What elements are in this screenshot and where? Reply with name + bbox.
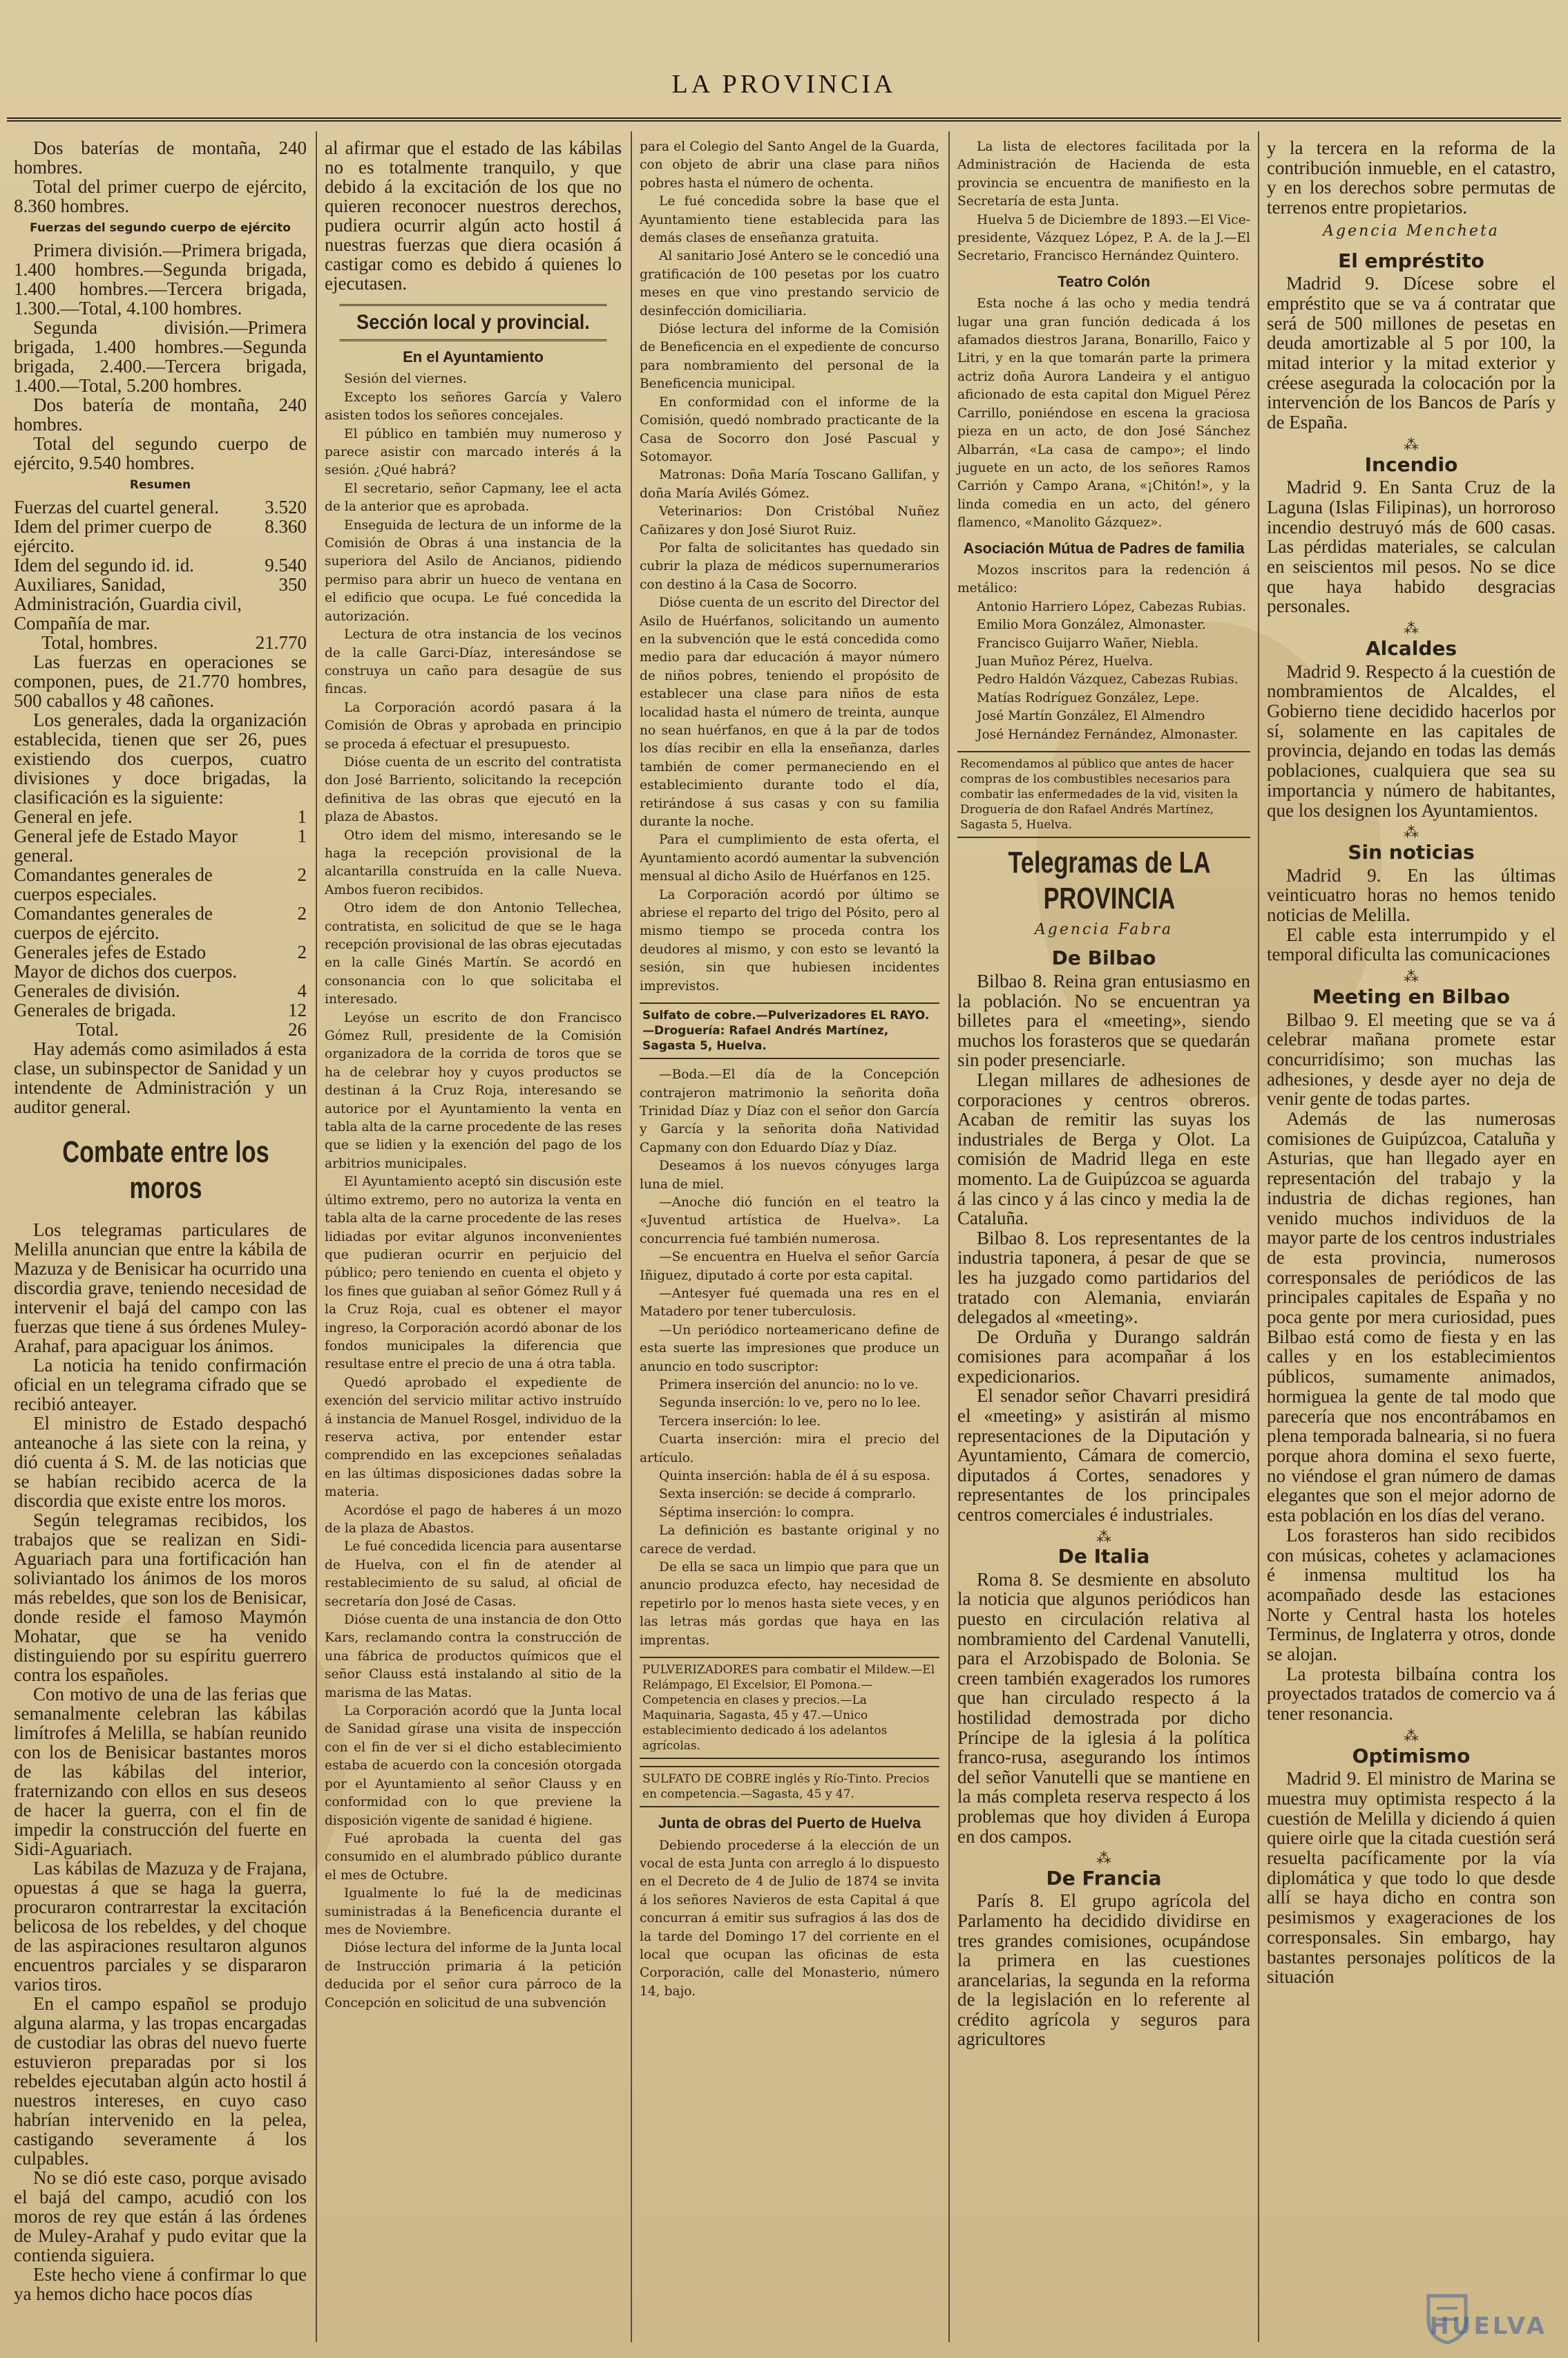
paragraph: Dióse cuenta de un escrito del Director del Asilo de Huérfanos, solicitando un aumento en la subvención que le está concedida como medio para dar educación á mayor número de niños pobres, teniendo el propósito de establecer una clase para niños de esta localidad hasta el número de treinta, aunque no sean huérfanos, en que á la par de todos los días recibir en ella la enseñanza, darles también de comer permaneciendo en el establecimiento durante todo el día, retirándose á sus casas y con su familia durante la noche. xyxy=(640,596,939,830)
paragraph: Igualmente lo fué la de medicinas suministradas á la Beneficencia durante el mes de Noviembre. xyxy=(325,1886,622,1937)
paragraph: Bilbao 8. Los representantes de la industria taponera, á pesar de que se les ha juzgado como partidarios del tratado con Alemania, enviarán delegados al «meeting». xyxy=(957,1227,1250,1328)
paragraph: para el Colegio del Santo Angel de la Guarda, con objeto de abrir una clase para niños pobres hasta el número de ochenta. xyxy=(640,140,939,191)
news-heading: Sin noticias xyxy=(1348,840,1475,864)
newspaper-title: LA PROVINCIA xyxy=(671,70,897,99)
generals-row: Generales de brigada. 12 xyxy=(14,1000,307,1020)
paragraph: Bilbao 8. Reina gran entusiasmo en la población. No se encuentran ya billetes para el «meeting», siendo muchos los forasteros que se quedarán sin poder presenciarle. xyxy=(957,971,1250,1071)
paragraph: Quinta inserción: habla de él á su esposa. xyxy=(659,1469,930,1484)
paragraph: Deseamos á los nuevos cónyuges larga luna de miel. xyxy=(640,1159,939,1192)
paragraph: —Anoche dió función en el teatro la «Juventud artística de Huelva». La concurrencia fué también numerosa. xyxy=(640,1195,939,1246)
paragraph: —Se encuentra en Huelva el señor García Iñiguez, diputado á corte por esta capital. xyxy=(640,1250,939,1283)
masthead xyxy=(0,0,1568,124)
column-5 xyxy=(1261,138,1561,2335)
paragraph: La protesta bilbaína contra los proyectados tratados de comercio va á tener resonancia. xyxy=(1267,1663,1556,1724)
paragraph: La Corporación acordó por último se abriese el reparto del trigo del Pósito, pero al mismo tiempo se proceda contra los deudores al mismo, y con esto se levantó la sesión, sin que hubiesen incidentes imprevistos. xyxy=(640,887,939,993)
advertisement: PULVERIZADORES para combatir el Mildew.—El Relámpago, El Excelsior, El Pomona.—Competencia en clases y precios.—La Maquinaria, Sagasta, 45 y 47.—Unico establecimiento dedicado á los adelantos agrícolas. xyxy=(640,1657,939,1759)
paragraph: La lista de electores facilitada por la Administración de Hacienda de esta provincia se encuentra de manifiesto en la Secretaría de esta Junta. xyxy=(957,140,1250,209)
news-heading: Meeting en Bilbao xyxy=(1312,985,1510,1008)
paragraph: Total del segundo cuerpo de ejército, 9.540 hombres. xyxy=(14,433,307,473)
paragraph: Segunda división.—Primera brigada, 1.400 hombres.—Segunda brigada, 2.400.—Tercera brigada, 1.400.—Total, 5.200 hombres. xyxy=(14,317,307,396)
paragraph: Dos batería de montaña, 240 hombres. xyxy=(14,394,307,435)
article-headline: Combate entre los moros xyxy=(62,1135,269,1205)
paragraph: Veterinarios: Don Cristóbal Nuñez Cañizares y don José Siurot Ruiz. xyxy=(640,504,939,538)
paragraph: José Martín González, El Almendro xyxy=(977,709,1205,724)
paragraph: Matías Rodríguez González, Lepe. xyxy=(977,690,1200,705)
paragraph: El cable esta interrumpido y el temporal dificulta las comunicaciones xyxy=(1267,924,1556,965)
telegrams-heading: Telegramas de LA PROVINCIA xyxy=(1008,846,1211,915)
advertisement: SULFATO DE COBRE inglés y Río-Tinto. Precios en competencia.—Sagasta, 45 y 47. xyxy=(640,1766,939,1807)
summary-row: Idem del segundo id. id. 9.540 xyxy=(14,555,307,576)
paragraph: En el campo español se produjo alguna alarma, y las tropas encargadas de custodiar las obras del nuevo fuerte estuvieron preparadas por si los rebeldes ejecutaban algún acto hostil á nuestros intereses, en cuyo caso habrían intervenido en la pelea, castigando severamente á los culpables. xyxy=(14,1993,307,2169)
advertisement: Recomendamos al público que antes de hacer compras de los combustibles necesarios para combatir las enfermedades de la vid, visiten la Droguería de don Rafael Andrés Martínez, Sagasta 5, Huelva. xyxy=(957,751,1250,838)
agency-heading: Agencia Fabra xyxy=(1034,921,1174,938)
paragraph: No se dió este caso, porque avisado el bajá del campo, acudió con los moros de rey que están á las órdenes de Muley-Arahaf y pudo evitar que la contienda siguiera. xyxy=(14,2167,307,2265)
paragraph: al afirmar que el estado de las kábilas no es totalmente tranquilo, y que debido á la excitación de los que no quieren reconocer nuestros derechos, pudiera ocurrir algún acto hostil á nuestras fuerzas que diera ocasión á castigar como es debido á quienes lo ejecutasen. xyxy=(325,138,622,294)
paragraph: Madrid 9. El ministro de Marina se muestra muy optimista respecto á la cuestión de Melilla y diciendo á quien quiere oirle que la citada cuestión será resuelta pacíficamente por la vía diplomática y que todo lo que desde allí se haya dicho en contra son pesimismos y exageraciones de los corresponsales. Sin embargo, hay bastantes personajes políticos de la situación xyxy=(1267,1768,1556,1988)
paragraph: Le fué concedida sobre la base que el Ayuntamiento tiene establecida para las demás clases de enseñanza gratuita. xyxy=(640,194,939,246)
paragraph: Madrid 9. Respecto á la cuestión de nombramientos de Alcaldes, el Gobierno tiene decidido hacerlos por sí, solamente en las capitales de provincia, dejando en todas las demás poblaciones, cualquiera que sea su importancia y número de habitantes, que los designen los Ayuntamientos. xyxy=(1267,660,1556,821)
column-rule xyxy=(948,131,950,2342)
paragraph: José Hernández Fernández, Almonaster. xyxy=(977,727,1239,742)
paragraph: Cuarta inserción: mira el precio del artículo. xyxy=(640,1432,939,1465)
paragraph: Le fué concedida licencia para ausentarse de Huelva, con el fin de atender al restablecimiento de su salud, al oficial de secretaría don José de Casas. xyxy=(325,1539,622,1609)
paragraph: Además de las numerosas comisiones de Guipúzcoa, Cataluña y Asturias, que han llegado ayer en representación del trabajo y la industria de dichas regiones, han venido muchos individuos de la mayor parte de los centros industriales de esta provincia, numerosos corresponsales de periódicos de las principales capitales de España y no poca gente por mera curiosidad, pues Bilbao está como de fiesta y en las calles y en los establecimientos públicos, sumamente animados, hormiguea la gente de tal modo que parecería que nos encontrábamos en plena temporada balnearia, si no fuera porque ahora domina el sexo fuerte, no viéndose el gran número de damas elegantes que son el mejor adorno de esta población en los días del verano. xyxy=(1267,1108,1556,1526)
paragraph: Madrid 9. Dícese sobre el empréstito que se va á contratar que será de 500 millones de pesetas en deuda amortizable al 5 por 100, la mitad interior y la mitad exterior y créese asegurada la colocación por la intervención de los Bancos de París y de España. xyxy=(1267,273,1556,433)
paragraph: La Corporación acordó pasara á la Comisión de Obras y aprobada en principio se proceda á efectuar el presupuesto. xyxy=(325,700,622,752)
news-heading: El empréstito xyxy=(1338,249,1484,272)
paragraph: Según telegramas recibidos, los trabajos que se realizan en Sidi-Aguariach para una fortificación han soliviantado los ánimos de los moros más rebeldes, que son los de Benisicar, donde reside el famoso Maymón Mohatar, que se ha venido distinguiendo por su espíritu guerrero contra los españoles. xyxy=(14,1510,307,1685)
generals-row: Generales de división. 4 xyxy=(14,980,307,1001)
paragraph: Con motivo de una de las ferias que semanalmente celebran las kábilas limítrofes á Melilla, se habían reunido con los de Benisicar bastantes moros de las kábilas del interior, fraternizando con ellos en sus deseos de hacer la guerra, con el fin de impedir la construcción del fuerte en Sidi-Aguariach. xyxy=(14,1684,307,1859)
summary-row: Idem del primer cuerpo de ejército. 8.360 xyxy=(14,516,307,556)
section-subhead: Resumen xyxy=(129,478,191,492)
masthead-rule xyxy=(7,117,1561,122)
generals-row: Comandantes generales de cuerpos de ejército. 2 xyxy=(14,903,307,943)
paragraph: Madrid 9. En las últimas veinticuatro horas no hemos tenido noticias de Melilla. xyxy=(1267,864,1556,926)
column-2 xyxy=(319,138,627,2335)
paragraph: Sexta inserción: se decide á comprarlo. xyxy=(659,1487,917,1502)
paragraph: Por falta de solicitantes has quedado sin cubrir la plaza de médicos supernumerarios con destino á la Casa de Socorro. xyxy=(640,540,939,592)
paragraph: El ministro de Estado despachó anteanoche á las siete con la reina, y dió cuenta á S. M. de las noticias que se habían recibido acerca de la discordia que existe entre los moros. xyxy=(14,1413,307,1511)
news-heading: Optimismo xyxy=(1352,1744,1471,1767)
asterism: ⁂ xyxy=(1404,1727,1419,1744)
news-heading: Alcaldes xyxy=(1365,636,1457,660)
generals-total-row: Total. 26 xyxy=(76,1019,307,1040)
paragraph: Total del primer cuerpo de ejército, 8.360 hombres. xyxy=(14,176,307,216)
archive-stamp xyxy=(1423,2289,1547,2344)
paragraph: —Un periódico norteamericano define de esta suerte las impresiones que produce un anuncio en todo suscriptor: xyxy=(640,1322,939,1374)
paragraph: Lectura de otra instancia de los vecinos de la calle Garci-Díaz, interesándose se construya un caño para desagüe de sus fincas. xyxy=(325,627,622,697)
column-3 xyxy=(634,138,945,2335)
generals-row: General en jefe. 1 xyxy=(14,806,307,827)
paragraph: Mozos inscritos para la redención á metálico: xyxy=(957,562,1250,596)
subheading: En el Ayuntamiento xyxy=(403,348,544,365)
paragraph: Francisco Guijarro Wañer, Niebla. xyxy=(977,636,1199,651)
paragraph: Llegan millares de adhesiones de corporaciones y centros obreros. Acaban de remitir las suyas los industriales de Berga y Olot. La comisión de Madrid llega en este momento. La de Guipúzcoa se aguarda á las cinco y á las cinco y media la de Cataluña. xyxy=(957,1069,1250,1229)
generals-row: Generales jefes de Estado Mayor de dichos dos cuerpos. 2 xyxy=(14,942,307,982)
paragraph: —Antesyer fué quemada una res en el Matadero por tener tuberculosis. xyxy=(640,1286,939,1320)
section-subhead: Fuerzas del segundo cuerpo de ejército xyxy=(30,221,291,235)
asterism: ⁂ xyxy=(1404,435,1419,453)
paragraph: Tercera inserción: lo lee. xyxy=(659,1414,821,1429)
summary-row: Auxiliares, Sanidad, Administración, Guardia civil, Compañía de mar. 350 xyxy=(14,574,307,634)
agency-heading: Agencia Mencheta xyxy=(1323,222,1500,240)
news-heading: De Italia xyxy=(1058,1545,1150,1568)
asterism: ⁂ xyxy=(1404,968,1419,986)
paragraph: Las kábilas de Mazuza y de Frajana, opuestas á que se haga la guerra, procuraron contrarrestar la excitación belicosa de los rebeldes, y del choque de las aspiraciones resultaron algunos encuentros parciales y se dispararon varios tiros. xyxy=(14,1858,307,1995)
column-4 xyxy=(952,138,1256,2335)
paragraph: Emilio Mora González, Almonaster. xyxy=(977,618,1206,633)
paragraph: y la tercera en la reforma de la contribución inmueble, en el catastro, y en los derechos sobre permutas de terrenos entre propietarios. xyxy=(1267,138,1556,218)
summary-row: Fuerzas del cuartel general. 3.520 xyxy=(14,497,307,517)
news-heading: De Bilbao xyxy=(1051,947,1156,970)
paragraph: Al sanitario José Antero se le concedió una gratificación de 100 pesetas por los cuatro meses en que vino prestando servicio de desinfección domiciliaria. xyxy=(640,249,939,318)
paragraph: La Corporación acordó que la Junta local de Sanidad gírase una visita de inspección con el fin de ver si el dicho establecimiento estaba de acuerdo con la concesión otorgada por el Ayuntamiento al señor Clauss y en conformidad con lo que previene la disposición vigente de sanidad é higiene. xyxy=(325,1704,622,1828)
paragraph: Sesión del viernes. xyxy=(344,372,467,387)
paragraph: Dióse cuenta de un escrito del contratista don José Barriento, solicitando la recepción definitiva de las obras que ejecutó en la plaza de Abastos. xyxy=(325,754,622,825)
column-rule xyxy=(316,131,317,2342)
paragraph: Bilbao 9. El meeting que se va á celebrar mañana promete estar concurridísimo; son muchas las adhesiones, y desde ayer no deja de venir gente de todas partes. xyxy=(1267,1009,1556,1110)
paragraph: Antonio Harriero López, Cabezas Rubias. xyxy=(977,599,1247,614)
subheading: Asociación Mútua de Padres de familia xyxy=(963,539,1245,557)
paragraph: Dióse lectura del informe de la Comisión de Beneficencia en el expediente de concurso para nombramiento del personal de la Beneficencia municipal. xyxy=(640,322,939,392)
column-rule xyxy=(1258,131,1259,2342)
asterism: ⁂ xyxy=(1404,620,1419,638)
paragraph: Las fuerzas en operaciones se componen, pues, de 21.770 hombres, 500 caballos y 48 cañones. xyxy=(14,652,307,711)
paragraph: Este hecho viene á confirmar lo que ya hemos dicho hace pocos días xyxy=(14,2264,307,2304)
paragraph: —Boda.—El día de la Concepción contrajeron matrimonio la señorita doña Trinidad Díaz y Díaz con el señor don García y García y la señorita doña Natividad Capmany con don Eduardo Díaz y Díaz. xyxy=(640,1067,939,1155)
paragraph: La noticia ha tenido confirmación oficial en un telegrama cifrado que se recibió anteayer. xyxy=(14,1355,307,1414)
generals-row: Comandantes generales de cuerpos especiales. 2 xyxy=(14,864,307,904)
paragraph: Segunda inserción: lo ve, pero no lo lee. xyxy=(659,1396,921,1411)
column-rule xyxy=(631,131,632,2342)
paragraph: El público en también muy numeroso y parece asistir con marcado interés á la sesión. ¿Qué habrá? xyxy=(325,426,622,478)
paragraph: Otro idem de don Antonio Tellechea, contratista, en solicitud de que se le haga recepción provisional de las obras ejecutadas en la calle Ginés Martín. Se acordó en consonancia con lo que solicitaba el interesado. xyxy=(325,901,622,1007)
paragraph: Quedó aprobado el expediente de exención del servicio militar activo instruído á instancia de Manuel Rosgel, individuo de la reserva activa, por entender estar comprendido en las excepciones señaladas en las últimas disposiciones dadas sobre la materia. xyxy=(325,1375,622,1500)
asterism: ⁂ xyxy=(1096,1528,1111,1546)
paragraph: Otro idem del mismo, interesando se le haga la recepción provisional de la alcantarilla construída en la calle Nueva. Ambos fueron recibidos. xyxy=(325,828,622,897)
generals-row: General jefe de Estado Mayor general. 1 xyxy=(14,826,307,866)
paragraph: Juan Muñoz Pérez, Huelva. xyxy=(977,654,1154,669)
paragraph: Excepto los señores García y Valero asisten todos los señores concejales. xyxy=(325,390,622,424)
paragraph: Acordóse el pago de haberes á un mozo de la plaza de Abastos. xyxy=(325,1503,622,1536)
paragraph: Hay además como asimilados á esta clase, un subinspector de Sanidad y un intendente de Administración y un auditor general. xyxy=(14,1038,307,1117)
paragraph: Huelva 5 de Diciembre de 1893.—El Vice-presidente, Vázquez López, P. A. de la J.—El Secretario, Francisco Hernández Quintero. xyxy=(957,212,1250,264)
paragraph: Primera división.—Primera brigada, 1.400 hombres.—Segunda brigada, 1.400 hombres.—Tercera brigada, 1.300.—Total, 4.100 hombres. xyxy=(14,240,307,318)
paragraph: Pedro Haldón Vázquez, Cabezas Rubias. xyxy=(977,672,1239,687)
paragraph: Dos baterías de montaña, 240 hombres. xyxy=(14,138,307,178)
paragraph: Fué aprobada la cuenta del gas consumido en el alumbrado público durante el mes de Octubre. xyxy=(325,1831,622,1883)
paragraph: El secretario, señor Capmany, lee el acta de la anterior que es aprobada. xyxy=(325,481,622,515)
asterism: ⁂ xyxy=(1096,1850,1111,1867)
paragraph: De ella se saca un limpio que para que un anuncio produzca efecto, hay necesidad de repetirlo por lo menos hasta siete veces, y en las letras más gordas que haya en las imprentas. xyxy=(640,1560,939,1648)
paragraph: Enseguida de lectura de un informe de la Comisión de Obras á una instancia de la superiora del Asilo de Ancianos, pidiendo permiso para abrir un hueco de ventana en el edificio que ocupa. Le fué concedida la autorización. xyxy=(325,517,622,624)
paragraph: Dióse lectura del informe de la Junta local de Instrucción primaria á la petición deducida por el señor cura párroco de la Concepción en solicitud de una subvención xyxy=(325,1941,622,2010)
news-heading: De Francia xyxy=(1046,1866,1162,1890)
paragraph: El senador señor Chavarri presidirá el «meeting» y asistirán al mismo representaciones de la Diputación y Ayuntamiento, Cámara de comercio, diputados á Cortes, senadores y representantes de los principales centros comerciales é industriales. xyxy=(957,1385,1250,1525)
paragraph: Los generales, dada la organización establecida, tienen que ser 26, pues existiendo dos cuerpos, cuatro divisiones y doce brigadas, la clasificación es la siguiente: xyxy=(14,710,307,808)
paragraph: Los telegramas particulares de Melilla anuncian que entre la kábila de Mazuza y de Benisicar ha ocurrido una discordia grave, teniendo necesidad de intervenir el bajá del campo con las fuerzas que tiene á sus órdenes Muley-Arahaf, para apaciguar los ánimos. xyxy=(14,1219,307,1356)
subheading: Junta de obras del Puerto de Huelva xyxy=(658,1814,921,1832)
telegram-body xyxy=(957,949,1250,2049)
asterism: ⁂ xyxy=(1404,824,1419,842)
subheading: Teatro Colón xyxy=(1057,272,1151,290)
paragraph: París 8. El grupo agrícola del Parlamento ha decidido dividirse en tres grandes comisiones, ocupándose la primera en las cuestiones arancelarias, la segunda en la reforma de la legislación en lo referente al crédito agrícola y seguros para agricultores xyxy=(957,1890,1250,2050)
news-heading: Incendio xyxy=(1364,453,1458,476)
paragraph: El Ayuntamiento aceptó sin discusión este último extremo, pero no autoriza la venta en tabla alta de la carne procedente de las reses lidiadas por evitar algunos inconvenientes que pudieran ocurrir en perjuicio del público; pero teniendo en cuenta el objeto y los fines que guiaban al señor Gómez Rull y á la Cruz Roja, cual es obtener el mayor ingreso, la Corporación acordó abonar de los fondos municipales la diferencia que resultase entre el precio de una á otra tabla. xyxy=(325,1175,622,1372)
paragraph: Dióse cuenta de una instancia de don Otto Kars, reclamando contra la construcción de una fábrica de productos químicos que el señor Clauss está instalando al sitio de la marisma de las Matas. xyxy=(325,1613,622,1700)
paragraph: Séptima inserción: lo compra. xyxy=(659,1505,854,1520)
paragraph: Los forasteros han sido recibidos con músicas, cohetes y aclamaciones é inmensa multitud los ha acompañado desde las estaciones Norte y Central hasta los hoteles Terminus, de Inglaterra y otros, donde se alojan. xyxy=(1267,1524,1556,1665)
paragraph: Roma 8. Se desmiente en absoluto la noticia que algunos periódicos han puesto en circulación relativa al nombramiento del Cardenal Vanutelli, para el Arzobispado de Bolonia. Se creen también exagerados los rumores que han circulado respecto á la hostilidad demostrada por dicho Príncipe de la iglesia á la política franco-rusa, asegurando los íntimos del señor Vanutelli que se mantiene en la más completa reserva respecto á los problemas que hoy dividen á Europa en dos campos. xyxy=(957,1568,1250,1847)
paragraph: En conformidad con el informe de la Comisión, quedó nombrado practicante de la Casa de Socorro don José Pascual y Sotomayor. xyxy=(640,394,939,464)
column-1 xyxy=(8,138,312,2335)
section-heading: Sección local y provincial. xyxy=(340,304,607,341)
summary-total-row: Total, hombres. 21.770 xyxy=(41,632,307,653)
paragraph: Matronas: Doña María Toscano Gallifan, y doña María Avilés Gómez. xyxy=(640,468,939,501)
paragraph: Esta noche á las ocho y media tendrá lugar una gran función dedicada á los afamados diestros Jarana, Bonarillo, Faico y Litri, y en la que tomarán parte la primera actriz doña Aurora Landeira y el antiguo aficionado de esta capital don Miguel Pérez Carrillo, poniéndose en escena la graciosa pieza en un acto, de don José Sánchez Albarrán, «La casa de campo»; el lindo juguete en un acto, de los señores Ramos Carrión y Campo Arana, «¡Chitón!», y la linda comedia en un acto, del género flamenco, «Manolito Gázquez». xyxy=(957,296,1250,531)
paragraph: Para el cumplimiento de esta oferta, el Ayuntamiento acordó aumentar la subvención mensual al dicho Asilo de Huérfanos en 125. xyxy=(640,833,939,884)
paragraph: La definición es bastante original y no carece de verdad. xyxy=(640,1523,939,1557)
paragraph: Leyóse un escrito de don Francisco Gómez Rull, presidente de la Comisión organizadora de la corrida de toros que se ha de celebrar hoy y cuyos productos se destinan á la Cruz Roja, interesando se autorice por el Ayuntamiento la venta en tabla alta de la carne procedente de las reses que se lidien y la exención del pago de los arbitrios municipales. xyxy=(325,1010,622,1171)
advertisement: Sulfato de cobre.—Pulverizadores EL RAYO.—Droguería: Rafael Andrés Martínez, Sagasta 5, Huelva. xyxy=(640,1002,939,1059)
archive-stamp-text: HUELVA xyxy=(1429,2312,1547,2340)
paragraph: Debiendo procederse á la elección de un vocal de esta Junta con arreglo á lo dispuesto en el Decreto de 4 de Julio de 1874 se invita á los señores Navieros de esta Capital á que concurran á emitir sus sufragios á las dos de la tarde del Domingo 17 del corriente en el local que ocupan las oficinas de esta Corporación, calle del Monasterio, número 14, bajo. xyxy=(640,1838,939,1999)
paragraph: De Orduña y Durango saldrán comisiones para acompañar á los expedicionarios. xyxy=(957,1326,1250,1387)
paragraph: Madrid 9. En Santa Cruz de la Laguna (Islas Filipinas), un horroroso incendio destruyó más de 600 casas. Las pérdidas materiales, se calculan en seiscientos mil pesos. No se dice que haya habido desgracias personales. xyxy=(1267,477,1556,617)
paragraph: Primera inserción del anuncio: no lo ve. xyxy=(659,1378,919,1392)
